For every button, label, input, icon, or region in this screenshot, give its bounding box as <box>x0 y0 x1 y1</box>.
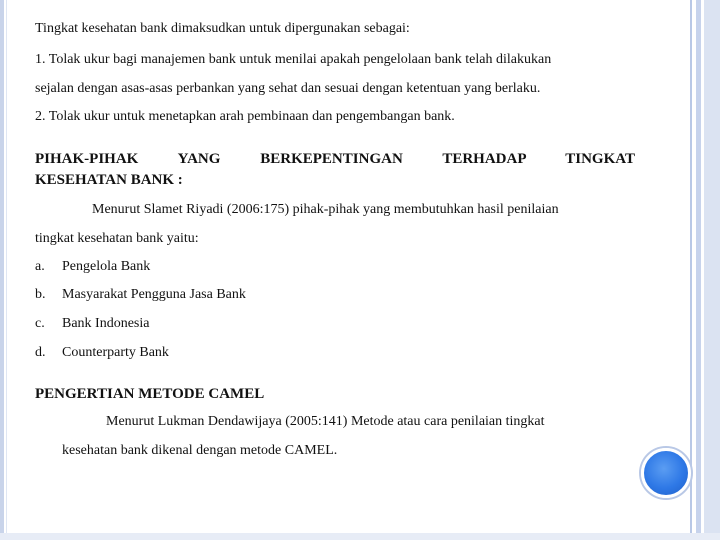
section-2-heading: PENGERTIAN METODE CAMEL <box>35 386 265 402</box>
section-1-paragraph-line-1: Menurut Slamet Riyadi (2006:175) pihak-pihak yang membutuhkan hasil penilaian <box>92 202 559 217</box>
list-item-marker: a. <box>35 259 45 274</box>
section-2-paragraph-line-2: kesehatan bank dikenal dengan metode CAMEL. <box>62 443 338 458</box>
decorative-circle-icon <box>641 448 691 498</box>
list-item: Pengelola Bank <box>62 259 151 274</box>
section-2-paragraph-line-1: Menurut Lukman Dendawijaya (2005:141) Metode atau cara penilaian tingkat <box>106 414 545 429</box>
slide-frame-right-line <box>696 0 701 540</box>
list-item-marker: d. <box>35 345 46 360</box>
section-1-heading-line-1: PIHAK-PIHAK YANG BERKEPENTINGAN TERHADAP TINGKAT <box>35 151 635 167</box>
intro-item-2: 2. Tolak ukur untuk menetapkan arah pembinaan dan pengembangan bank. <box>35 109 455 124</box>
intro-line: Tingkat kesehatan bank dimaksudkan untuk dipergunakan sebagai: <box>35 21 410 36</box>
slide-frame-right-line <box>690 0 692 540</box>
section-1-heading-line-2: KESEHATAN BANK : <box>35 172 183 188</box>
intro-item-1-line-2: sejalan dengan asas-asas perbankan yang sehat dan sesuai dengan ketentuan yang berlaku. <box>35 81 541 96</box>
slide-frame-left <box>0 0 4 540</box>
list-item: Counterparty Bank <box>62 345 169 360</box>
list-item: Bank Indonesia <box>62 316 150 331</box>
list-item: Masyarakat Pengguna Jasa Bank <box>62 287 246 302</box>
slide-frame-bottom <box>0 533 720 540</box>
section-1-paragraph-line-2: tingkat kesehatan bank yaitu: <box>35 231 199 246</box>
list-item-marker: c. <box>35 316 45 331</box>
slide-frame-inner-left <box>6 0 7 540</box>
intro-item-1-line-1: 1. Tolak ukur bagi manajemen bank untuk menilai apakah pengelolaan bank telah dilakukan <box>35 52 552 67</box>
slide-frame-right-line <box>704 0 720 540</box>
list-item-marker: b. <box>35 287 46 302</box>
